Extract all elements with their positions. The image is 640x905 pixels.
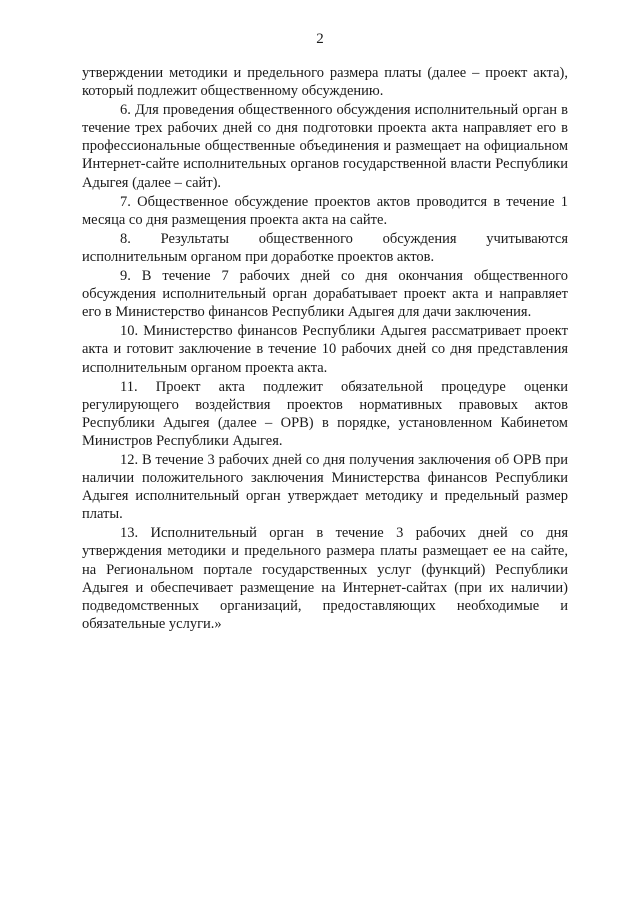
paragraph-8: 8. Результаты общественного обсуждения учитываются исполнительным органом при доработке проектов актов. <box>82 230 568 265</box>
paragraph-9: 9. В течение 7 рабочих дней со дня окончания общественного обсуждения исполнительный орган дорабатывает проект акта и направляет его в Министерство финансов Республики Адыгея для дачи заключения. <box>82 268 568 321</box>
paragraph-13: 13. Исполнительный орган в течение 3 рабочих дней со дня утверждения методики и предельного размера платы размещает ее на сайте, на Региональном портале государственных услуг (функций) Республики Адыгея и обеспечивает размещение на Интернет-сайтах (при их наличии) подведомственных организаций, предоставляющих необходимые и обязательные услуги.» <box>82 525 568 632</box>
document-body <box>82 64 568 633</box>
paragraph-continuation: утверждении методики и предельного размера платы (далее – проект акта), который подлежит общественному обсуждению. <box>82 65 568 100</box>
paragraph-6: 6. Для проведения общественного обсуждения исполнительный орган в течение трех рабочих дней со дня подготовки проекта акта направляет его в профессиональные общественные объединения и размещает на официальном Интернет-сайте исполнительных органов государственной власти Республики Адыгея (далее – сайт). <box>82 102 568 191</box>
paragraph-7: 7. Общественное обсуждение проектов актов проводится в течение 1 месяца со дня размещения проекта акта на сайте. <box>82 193 568 228</box>
paragraph-12: 12. В течение 3 рабочих дней со дня получения заключения об ОРВ при наличии положительного заключения Министерства финансов Республики Адыгея исполнительный орган утверждает методику и предельный размер платы. <box>82 451 568 523</box>
page-number: 2 <box>316 31 324 47</box>
paragraph-10: 10. Министерство финансов Республики Адыгея рассматривает проект акта и готовит заключение в течение 10 рабочих дней со дня представления исполнительным органом проекта акта. <box>82 323 568 376</box>
paragraph-11: 11. Проект акта подлежит обязательной процедуре оценки регулирующего воздействия проектов нормативных правовых актов Республики Адыгея (далее – ОРВ) в порядке, установленном Кабинетом Министров Республики Адыгея. <box>82 378 568 449</box>
